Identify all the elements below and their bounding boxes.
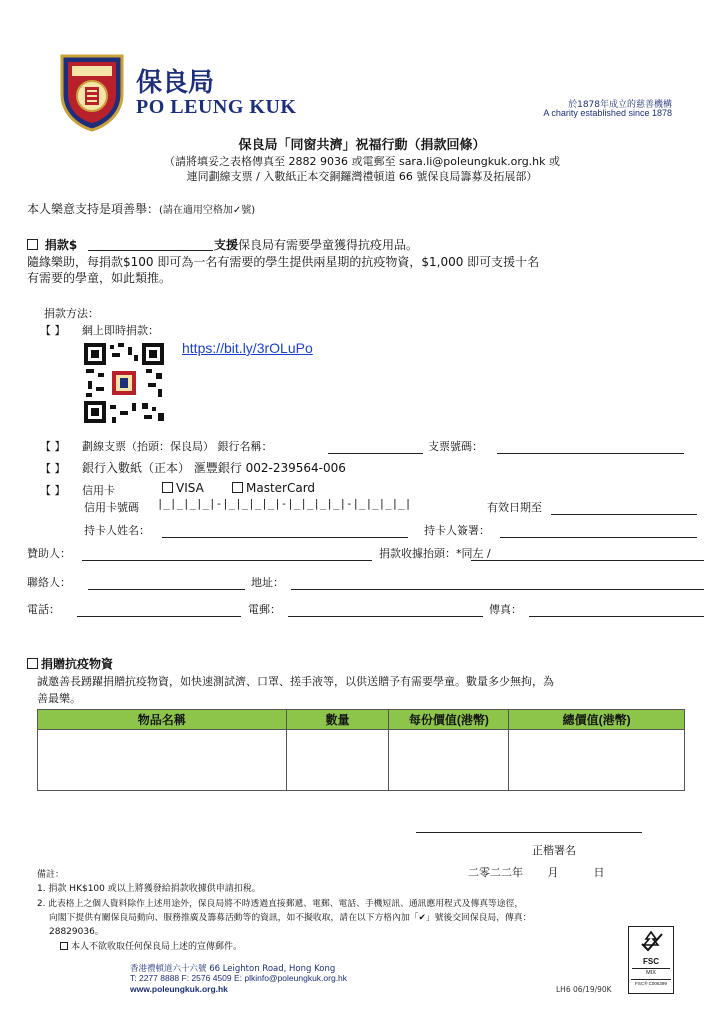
cheque-no-label: 支票號碼： xyxy=(428,440,483,453)
bank-in-label: 銀行入數紙（正本） 滙豐銀行 002-239564-006 xyxy=(82,461,346,475)
supplies-option[interactable]: 捐贈抗疫物資 xyxy=(27,655,113,672)
methods-title: 捐款方法： xyxy=(44,307,99,320)
expiry-line[interactable] xyxy=(551,514,697,515)
bracket-credit[interactable]: 【 】 xyxy=(40,484,66,497)
bank-name-line[interactable] xyxy=(328,453,423,454)
signature-label: 持卡人簽署： xyxy=(424,524,490,537)
sponsor-label: 贊助人： xyxy=(27,547,71,560)
cell-total-value[interactable] xyxy=(509,730,685,791)
remark-2c: 28829036。 xyxy=(49,927,104,937)
remarks-title: 備註： xyxy=(37,870,65,880)
date-line: 二零二二年 月 日 xyxy=(468,866,605,879)
cell-quantity[interactable] xyxy=(286,730,389,791)
expiry-label: 有效日期至 xyxy=(487,501,542,514)
bracket-bank-in[interactable]: 【 】 xyxy=(40,462,66,475)
credit-label: 信用卡 xyxy=(82,484,115,497)
visa-checkbox[interactable] xyxy=(162,482,173,493)
remark-2b: 向閣下提供有關保良局動向、服務推廣及籌募活動等的資訊，如不擬收取，請在以下方格內加「✔」號後交回保良局，傳真： xyxy=(49,913,532,923)
email-line[interactable] xyxy=(288,616,483,617)
donation-desc-1: 隨緣樂助，每捐款$100 即可為一名有需要的學生提供兩星期的抗疫物資，$1,000 即可支援十名 xyxy=(27,255,540,269)
cell-item-name[interactable] xyxy=(38,730,287,791)
footer-website[interactable]: www.poleungkuk.org.hk xyxy=(130,984,228,994)
signature-caption: 正楷署名 xyxy=(532,844,576,857)
remark-2a: 2. 此表格上之個人資料除作上述用途外，保良局將不時透過直接郵遞、電郵、電話、手機短訊、通訊應用程式及傳真等途徑， xyxy=(37,899,524,909)
phone-line[interactable] xyxy=(77,616,241,617)
address-label: 地址： xyxy=(251,576,284,589)
tree-check-icon xyxy=(638,930,664,952)
phone-label: 電話： xyxy=(27,603,60,616)
header-quantity: 數量 xyxy=(286,710,389,730)
mastercard-checkbox[interactable] xyxy=(232,482,243,493)
online-label: 網上即時捐款： xyxy=(82,324,159,337)
fsc-logo xyxy=(628,926,674,994)
supplies-table xyxy=(37,709,685,791)
opt-out-checkbox[interactable] xyxy=(60,942,68,950)
holder-label: 持卡人姓名： xyxy=(84,524,150,537)
card-no-label: 信用卡號碼 xyxy=(84,501,139,514)
header-item-name: 物品名稱 xyxy=(38,710,287,730)
header-unit-value: 每份價值(港幣) xyxy=(389,710,509,730)
address-line[interactable] xyxy=(291,589,704,590)
remark-1: 1. 捐款 HK$100 或以上將獲發給捐款收據供申請扣稅。 xyxy=(37,884,261,894)
bracket-online[interactable]: 【 】 xyxy=(40,324,66,337)
sponsor-line[interactable] xyxy=(82,560,372,561)
receipt-line[interactable] xyxy=(471,560,704,561)
opt-out-option[interactable]: 本人不欲收取任何保良局上述的宣傳郵件。 xyxy=(60,939,242,952)
contact-person-line[interactable] xyxy=(88,589,245,590)
supplies-desc-2: 善最樂。 xyxy=(37,692,81,705)
card-no-boxes[interactable]: |_|_|_|_|-|_|_|_|_|-|_|_|_|_|-|_|_|_|_| xyxy=(157,498,412,510)
footer-address: 香港禮頓道六十六號 66 Leighton Road, Hong Kong xyxy=(130,964,336,974)
fax-label: 傳真： xyxy=(489,603,522,616)
table-row xyxy=(38,730,685,791)
fax-line[interactable] xyxy=(529,616,704,617)
form-title: 保良局「同窗共濟」祝福行動（捐款回條） xyxy=(238,138,486,153)
instruction-line-2: 連同劃線支票 / 入數紙正本交銅鑼灣禮頓道 66 號保良局籌募及拓展部） xyxy=(186,170,538,183)
table-header-row xyxy=(38,710,685,730)
email-label: 電郵： xyxy=(248,603,281,616)
org-name-english: PO LEUNG KUK xyxy=(136,96,297,118)
contact-person-label: 聯絡人： xyxy=(27,576,71,589)
since-english: A charity established since 1878 xyxy=(543,108,672,118)
donation-checkbox[interactable] xyxy=(27,239,38,250)
mastercard-option[interactable]: MasterCard xyxy=(232,481,315,495)
fsc-mix: MIX xyxy=(632,968,670,977)
signature-line[interactable] xyxy=(416,832,642,833)
footer-contacts: T: 2277 8888 F: 2576 4509 E: plkinfo@poleungkuk.org.hk xyxy=(130,973,348,983)
support-intro: 本人樂意支持是項善舉：(請在適用空格加✓號) xyxy=(27,202,256,216)
supplies-checkbox[interactable] xyxy=(27,658,38,669)
form-code: LH6 06/19/90K xyxy=(556,985,612,994)
holder-line[interactable] xyxy=(162,537,408,538)
donation-desc-2: 有需要的學童，如此類推。 xyxy=(27,271,172,285)
cell-unit-value[interactable] xyxy=(389,730,509,791)
fsc-text: FSC xyxy=(643,957,659,966)
fsc-code: FSC® C006399 xyxy=(631,979,671,988)
org-name-chinese: 保良局 xyxy=(136,68,215,98)
donation-purpose: 支援保良局有需要學童獲得抗疫用品。 xyxy=(214,238,419,252)
crest-logo xyxy=(56,50,128,132)
header-total-value: 總價值(港幣) xyxy=(509,710,685,730)
since-chinese: 於1878年成立的慈善機構 xyxy=(568,100,672,110)
cheque-label: 劃線支票（抬頭：保良局） 銀行名稱： xyxy=(82,440,273,453)
supplies-desc-1: 誠邀善長踴躍捐贈抗疫物資，如快速測試濟、口罩、搓手液等，以供送贈予有需要學童。數量多少無拘，為 xyxy=(37,675,554,688)
receipt-label: 捐款收據抬頭：*同左 / xyxy=(379,547,491,560)
donation-amount-line[interactable] xyxy=(88,250,213,251)
cheque-no-line[interactable] xyxy=(497,453,684,454)
instruction-line-1: （請將填妥之表格傳真至 2882 9036 或電郵至 sara.li@poleungkuk.org.hk 或 xyxy=(163,155,561,168)
card-signature-line[interactable] xyxy=(500,537,697,538)
online-donation-link[interactable]: https://bit.ly/3rOLuPo xyxy=(182,340,313,356)
visa-option[interactable]: VISA xyxy=(162,481,204,495)
donation-option[interactable]: 捐款$ xyxy=(27,236,77,253)
qr-code xyxy=(84,343,164,423)
bracket-cheque[interactable]: 【 】 xyxy=(40,440,66,453)
